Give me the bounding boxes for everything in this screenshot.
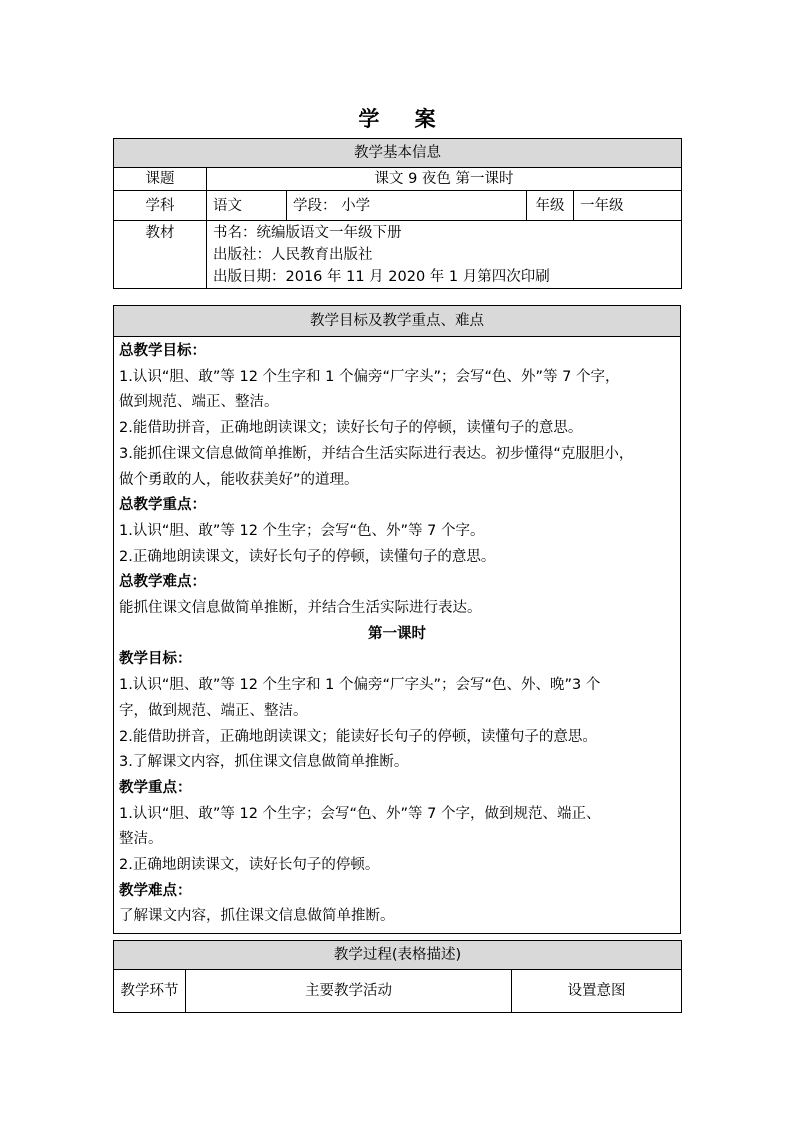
goal-line: 字，做到规范、端正、整洁。 — [119, 702, 308, 719]
textbook-publisher: 出版社：人民教育出版社 — [213, 247, 373, 263]
goals-table — [113, 305, 681, 934]
goal-heading: 总教学重点： — [119, 497, 206, 514]
goal-line: 2.正确地朗读课文，读好长句子的停顿。 — [119, 857, 380, 874]
process-table — [113, 940, 682, 1013]
goal-line: 2.能借助拼音，正确地朗读课文；读好长句子的停顿，读懂句子的意思。 — [119, 420, 583, 437]
textbook-info — [207, 221, 682, 289]
goals-content — [114, 337, 681, 934]
goal-line: 1.认识“胆、敢”等 12 个生字和 1 个偏旁“厂字头”；会写“色、外”等 7 个字， — [119, 368, 620, 385]
subject-label: 学科 — [114, 191, 207, 221]
goal-line: 能抓住课文信息做简单推断，并结合生活实际进行表达。 — [119, 600, 482, 617]
goal-line: 做个勇敢的人，能收获美好”的道理。 — [119, 471, 359, 488]
goal-heading: 教学重点： — [119, 779, 192, 796]
goal-heading: 教学目标： — [119, 651, 192, 668]
col-intent: 设置意图 — [512, 970, 682, 1013]
textbook-name: 书名：统编版语文一年级下册 — [213, 225, 402, 241]
textbook-label: 教材 — [114, 221, 207, 289]
lesson-heading: 第一课时 — [368, 625, 426, 642]
goal-line: 2.能借助拼音，正确地朗读课文；能读好长句子的停顿，读懂句子的意思。 — [119, 728, 597, 745]
basic-info-header: 教学基本信息 — [114, 139, 682, 168]
stage-label: 学段： 小学 — [287, 191, 527, 221]
col-activity: 主要教学活动 — [186, 970, 512, 1013]
goal-line: 1.认识“胆、敢”等 12 个生字；会写“色、外”等 7 个字。 — [119, 522, 485, 539]
page-title: 学 案 — [358, 107, 450, 131]
goal-line: 3.了解课文内容，抓住课文信息做简单推断。 — [119, 754, 409, 771]
goal-line: 2.正确地朗读课文，读好长句子的停顿，读懂句子的意思。 — [119, 548, 496, 565]
goal-heading: 总教学目标： — [119, 343, 206, 359]
grade-label: 年级 — [527, 191, 574, 221]
goal-line: 了解课文内容，抓住课文信息做简单推断。 — [119, 908, 395, 925]
textbook-publish-date: 出版日期：2016 年 11 月 2020 年 1 月第四次印刷 — [213, 269, 550, 285]
basic-info-table — [113, 138, 682, 289]
process-header: 教学过程(表格描述) — [114, 941, 682, 970]
topic-value: 课文 9 夜色 第一课时 — [207, 168, 682, 191]
goal-line: 整洁。 — [119, 831, 163, 848]
grade-value: 一年级 — [574, 191, 682, 221]
subject-value: 语文 — [207, 191, 287, 221]
goal-line: 1.认识“胆、敢”等 12 个生字；会写“色、外”等 7 个字，做到规范、端正、 — [119, 805, 601, 822]
goal-line: 做到规范、端正、整洁。 — [119, 394, 279, 411]
topic-label: 课题 — [114, 168, 207, 191]
goal-line: 1.认识“胆、敢”等 12 个生字和 1 个偏旁“厂字头”；会写“色、外、晚”3 个 — [119, 677, 601, 694]
goals-header: 教学目标及教学重点、难点 — [114, 306, 681, 337]
goal-heading: 教学难点： — [119, 882, 192, 899]
col-stage: 教学环节 — [114, 970, 186, 1013]
goal-line: 3.能抓住课文信息做简单推断，并结合生活实际进行表达。初步懂得“克服胆小， — [119, 445, 634, 462]
goal-heading: 总教学难点： — [119, 574, 206, 591]
